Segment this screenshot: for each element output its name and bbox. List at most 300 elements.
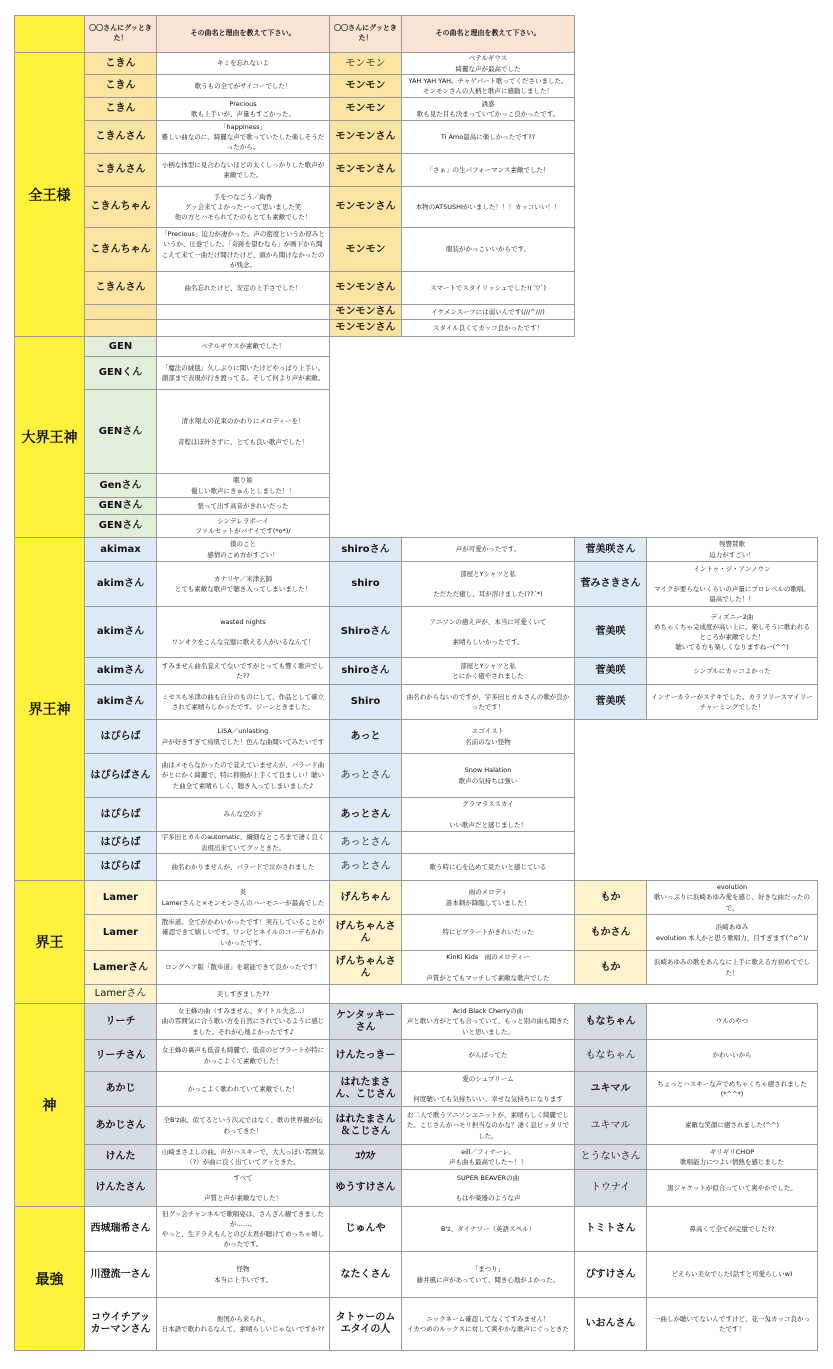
singer-name-text: ﾕｳｽｹ xyxy=(355,1151,376,1162)
song-comment-text: eill／フィナーレ。 声も曲も最高でした〜！！ xyxy=(449,1147,527,1166)
singer-name-text: こきん xyxy=(105,57,136,69)
song-comment-text: B'z、ダイナソー（英語スペル） xyxy=(441,1224,535,1233)
song-comment xyxy=(401,1144,575,1170)
singer-name-text: もなちゃん xyxy=(585,1049,636,1061)
singer-name xyxy=(329,97,402,121)
song-comment xyxy=(401,74,575,98)
singer-name-text: ユキマル xyxy=(590,1119,631,1131)
singer-name xyxy=(84,186,157,228)
singer-name xyxy=(329,120,402,154)
song-comment-text: すべて 声質と声が素敵なでした！ xyxy=(204,1173,282,1203)
song-comment-text: 女王蜂の裏声も低音も綺麗で、低音のビブラートが特にかっこよくて素敵でした！ xyxy=(161,1046,325,1065)
singer-name xyxy=(329,227,402,272)
song-comment-text: 僕のこと 感情のこめ方がすごい！ xyxy=(207,540,279,559)
song-comment-text: 張って出す高音がきれいだった xyxy=(197,501,289,510)
singer-name-text: 菅美咲さん xyxy=(585,543,636,555)
singer-name xyxy=(329,1144,402,1170)
song-comment-text: 「まつり」 藤井風に声があっていて、聞き心地がよかった。 xyxy=(416,1265,560,1284)
singer-name xyxy=(84,97,157,121)
song-comment xyxy=(646,914,818,951)
singer-name xyxy=(84,753,157,798)
singer-name xyxy=(84,1297,157,1351)
singer-name xyxy=(84,52,157,75)
song-comment xyxy=(156,271,330,305)
singer-name-text: shiro xyxy=(351,578,380,589)
song-comment xyxy=(156,753,330,798)
singer-name-text: げんちゃんさん xyxy=(335,955,396,979)
singer-name xyxy=(84,74,157,98)
song-comment xyxy=(156,1169,330,1207)
singer-name xyxy=(84,1003,157,1040)
singer-name xyxy=(84,1251,157,1298)
singer-name-text: 菅美咲 xyxy=(595,696,626,707)
singer-name-text: リーチ xyxy=(105,1015,136,1027)
song-comment xyxy=(156,719,330,754)
song-comment xyxy=(401,880,575,915)
singer-name-text: こきんちゃん xyxy=(90,201,151,212)
song-comment-text: 曲はメモらなかったので覚えていませんが、バラード曲がとにかく綺麗で、特に抑揚が上手くて良ましい！聴いた曲全て素晴らしく、聴き入ってしまいました♪ xyxy=(161,761,325,790)
song-comment xyxy=(401,797,575,832)
singer-name-text: こきんさん xyxy=(95,164,146,175)
song-comment xyxy=(401,914,575,951)
song-comment xyxy=(401,657,575,685)
song-comment-text: 残響賛歌 迫力がすごい！ xyxy=(709,540,755,559)
song-comment xyxy=(156,1003,330,1040)
singer-name xyxy=(84,153,157,187)
song-comment xyxy=(401,153,575,187)
song-comment xyxy=(156,1206,330,1252)
singer-name-text: GENさん xyxy=(98,425,143,437)
singer-name-text: はぴらば xyxy=(100,836,141,848)
song-comment xyxy=(646,684,818,720)
song-comment-text: 素敵な笑顔に癒されました(^^) xyxy=(685,1121,779,1130)
song-comment-text: 女王蜂の曲（すみません、タイトル失念…） 曲の雰囲気に合う歌い方を自然にされているように感じました。それが心地よかったです♪ xyxy=(161,1007,325,1036)
song-comment-text: 雨のメロディ 誰本刺が降臨していました！ xyxy=(445,888,531,907)
song-comment-text: 曲名わかりませんが、バラードで泣かされました xyxy=(171,862,315,871)
song-comment xyxy=(646,950,818,985)
song-comment-text: Acid Black Cherryの曲 声と歌い方がとても合っていて、もっと別の曲も聞きたいと思いました。 xyxy=(406,1007,570,1036)
song-comment xyxy=(156,657,330,685)
song-comment-text: どえらい美女でした(話すと可愛らしいw) xyxy=(671,1270,793,1279)
singer-name xyxy=(329,1297,402,1351)
singer-name-text: トミトさん xyxy=(585,1223,636,1234)
song-comment xyxy=(401,1106,575,1145)
song-comment-text: Precious 歌も上手いが、声量もすごかった。 xyxy=(191,99,295,118)
song-comment-text: 部屋とYシャツと私 とにかく癒やされました xyxy=(452,661,524,680)
singer-name-text: akimさん xyxy=(96,578,145,589)
singer-name-text: ぴすけさん xyxy=(585,1268,636,1280)
song-comment-text: 曲名忘れたけど、安定の上手さでした！ xyxy=(184,283,302,292)
song-comment-text: すみません曲名覚えてないですがとっても響く歌声でした?? xyxy=(161,661,325,680)
singer-name xyxy=(574,1071,647,1107)
song-comment xyxy=(401,1003,575,1040)
song-comment-text: 眠り姫 優しい歌声にきゅんとしました！！ xyxy=(191,476,295,495)
singer-name xyxy=(84,514,157,538)
singer-name xyxy=(84,1169,157,1207)
singer-name-text: shiroさん xyxy=(341,665,390,676)
song-comment-text: ニックネーム確認してなくてすみません！ イカつめのルックスに対して爽やかな歌声にぐっときた xyxy=(406,1314,570,1333)
song-comment-text: イントゥ・ジ・アンノウン マイクが要らないくらいの声量にプロレベルの歌唱。最高でした！！ xyxy=(654,564,810,604)
singer-name-text: GENくん xyxy=(98,367,143,378)
song-comment-text: ギリギリCHOP 歌唱能力につよい情熱を感じました xyxy=(680,1147,784,1166)
song-comment-text: 浜崎あゆみ evolution 本人かと思う歌唱力、目すぎます(^o^)/ xyxy=(656,923,808,942)
song-comment-text: 「Precious」迫力が凄かった。声の密度というか厚みというか、圧巻でした。「奇跡を望むなら」が画下から聞こえて来て一曲だけ聞けたけど、頭から聞けなかったのが残念。 xyxy=(161,230,325,269)
song-comment xyxy=(401,684,575,720)
group-label-text: 界王神 xyxy=(28,702,71,718)
song-comment-text: アニソンの癒え声が、本当に可愛くいて 素晴らしいかったです。 xyxy=(429,617,547,647)
song-comment xyxy=(156,497,330,515)
singer-name-text: モンモンさん xyxy=(335,306,396,317)
singer-name xyxy=(84,473,157,498)
song-comment-text: 「さぁ」の生パフォーマンス素敵でした！ xyxy=(426,165,550,174)
singer-name-text: はぴらば xyxy=(100,730,141,742)
song-comment xyxy=(156,914,330,951)
singer-name xyxy=(574,657,647,685)
singer-name xyxy=(574,880,647,915)
singer-name xyxy=(84,1144,157,1170)
header-cell-2 xyxy=(329,15,402,53)
song-comment xyxy=(156,1297,330,1351)
song-comment-text: LiSA／unlasting 声が好きすぎて鳥肌でした！色んな曲聞いてみたいです xyxy=(161,727,325,746)
song-comment xyxy=(156,97,330,121)
song-comment-text: インナーカラーがステキでした。カラフリースマイリーチャーミングでした！ xyxy=(651,692,813,711)
singer-name-text: shiroさん xyxy=(341,543,390,555)
singer-name-text: こきんちゃん xyxy=(90,243,151,255)
song-comment-text: がんばってた xyxy=(468,1051,508,1060)
song-comment xyxy=(646,1106,818,1145)
singer-name xyxy=(329,753,402,798)
singer-name-text: げんちゃん xyxy=(340,891,391,903)
song-comment xyxy=(401,753,575,798)
song-comment xyxy=(401,120,575,154)
song-comment xyxy=(156,74,330,98)
singer-name xyxy=(574,1003,647,1040)
singer-name xyxy=(329,853,402,881)
song-comment xyxy=(156,1251,330,1298)
singer-name-text: こきんさん xyxy=(95,282,146,293)
song-comment xyxy=(646,537,818,562)
song-comment xyxy=(646,1003,818,1040)
song-comment xyxy=(156,120,330,154)
song-comment xyxy=(401,271,575,305)
song-comment xyxy=(156,336,330,357)
singer-name xyxy=(84,684,157,720)
singer-name-text: リーチさん xyxy=(95,1049,146,1061)
song-comment-text: 他国から来られ、 日本語で歌われるなんて、素晴らしいじゃないですか?? xyxy=(161,1314,325,1333)
singer-name-text: モンモンさん xyxy=(335,322,396,333)
singer-name-text: はぴらば xyxy=(100,808,141,820)
group-label xyxy=(14,537,85,881)
singer-name xyxy=(84,389,157,474)
group-label-text: 神 xyxy=(42,1098,57,1114)
group-label xyxy=(14,880,85,1004)
song-comment-text: ちょっとハスキーな声でめちゃくちゃ癒されました(*^^*) xyxy=(657,1079,807,1098)
singer-name-text: こきんさん xyxy=(95,131,146,142)
song-comment xyxy=(156,950,330,985)
song-comment xyxy=(646,1039,818,1072)
singer-name-text: モンモン xyxy=(345,57,386,69)
singer-name-text: じゅんや xyxy=(345,1223,386,1234)
singer-name-text: あっと xyxy=(350,730,381,742)
song-comment xyxy=(401,52,575,75)
song-comment xyxy=(156,561,330,607)
singer-name xyxy=(329,831,402,854)
song-comment-text: かっこよく歌われていて素敵でした！ xyxy=(187,1084,299,1093)
singer-name-text: もかさん xyxy=(590,926,631,938)
singer-name xyxy=(574,1297,647,1351)
singer-name xyxy=(84,537,157,562)
singer-name-text: はれたまさん＆こじさん xyxy=(335,1113,396,1137)
song-comment xyxy=(401,186,575,228)
group-label xyxy=(14,1003,85,1207)
singer-name xyxy=(329,1251,402,1298)
song-comment-text: 愛のシュプリーム 何度聴いても気持ちいい、幸せな気持ちになります xyxy=(413,1074,563,1104)
singer-name xyxy=(84,304,157,320)
singer-name xyxy=(329,1003,402,1040)
song-comment xyxy=(401,1039,575,1072)
song-comment-text: ベテルギウス 綺麗な声が最高でした xyxy=(455,54,521,73)
song-comment xyxy=(646,657,818,685)
singer-name-text: はぴらば xyxy=(100,861,141,872)
singer-name xyxy=(84,227,157,272)
singer-name-text: モンモン xyxy=(345,80,386,91)
song-comment-text: ロングヘア版「散歩道」を堪能できて良かったです！ xyxy=(165,963,321,972)
song-comment-text: スタイル良くてカッコ良かったです！ xyxy=(432,323,544,332)
singer-name xyxy=(574,1169,647,1207)
song-comment xyxy=(156,356,330,390)
song-comment-text: カナリヤ／米津玄師 とても素敵な歌声で聴き入ってしまいました！ xyxy=(174,574,312,593)
singer-name xyxy=(84,853,157,881)
singer-name-text: モンモンさん xyxy=(335,164,396,175)
song-comment xyxy=(646,1251,818,1298)
header-cell-0 xyxy=(84,15,157,53)
group-label-text: 全王様 xyxy=(28,187,71,204)
song-comment xyxy=(401,304,575,320)
song-comment-text: 服装がかっこいいからです。 xyxy=(446,245,530,254)
singer-name xyxy=(574,1144,647,1170)
header-cell-2-text: 〇〇さんにグッときた！ xyxy=(334,24,397,42)
song-comment-text: 声が可愛かったです。 xyxy=(455,545,521,554)
singer-name xyxy=(84,561,157,607)
song-comment xyxy=(401,1071,575,1107)
song-comment xyxy=(646,1071,818,1107)
singer-name xyxy=(84,797,157,832)
singer-name-text: こきん xyxy=(105,103,136,114)
header-cell-1 xyxy=(156,15,330,53)
song-comment-text: 本物のATSUSHIがいました！！！カッコいい！！ xyxy=(415,202,561,211)
song-comment xyxy=(156,684,330,720)
song-comment-text: 「happiness」 難しい曲なのに、綺麗な声で歌っていたした楽しそうだったから。 xyxy=(161,122,325,152)
song-comment xyxy=(401,950,575,985)
song-comment-text: 曲名わからないのですが、宇多田ヒカルさんの歌が良かったです！ xyxy=(406,692,570,711)
song-comment xyxy=(156,853,330,881)
song-comment xyxy=(156,1144,330,1170)
singer-name-text: モンモン xyxy=(345,103,386,114)
header-cell-3-text: その曲名と理由を教えて下さい。 xyxy=(435,29,541,38)
singer-name-text: モンモン xyxy=(345,243,386,255)
singer-name-text: Shiro xyxy=(350,696,381,707)
singer-name xyxy=(329,186,402,228)
song-comment-text: シンプルにカッコよかった xyxy=(693,666,771,675)
singer-name-text: 西城瑞希さん xyxy=(90,1223,151,1234)
song-comment-text: evolution 歌いっぷりに浜崎あゆみ愛を感じ、好きな曲だったので。 xyxy=(654,883,810,912)
singer-name-text: GENさん xyxy=(98,520,143,531)
song-comment-text: 「魔法の絨毯」久しぶりに聞いたけどやっぱり上手い。顔部まで表現が行き渡ってる。そして何より声が素敵。 xyxy=(161,363,325,382)
song-comment-text: Snow Halation 歌声の気持ちは強い xyxy=(458,766,518,785)
song-comment-text: エゴイスト 名前のない怪物 xyxy=(465,727,511,746)
song-comment-text: 浜崎あゆみの歌をあんなに上手に歌える方初めてでした！ xyxy=(654,958,810,977)
singer-name xyxy=(574,1106,647,1145)
singer-name-text: あっとさん xyxy=(340,836,391,848)
song-comment-text: ウルのやつ xyxy=(715,1017,749,1026)
singer-name xyxy=(574,561,647,607)
singer-name-text: Genさん xyxy=(99,479,142,491)
singer-name xyxy=(329,719,402,754)
singer-name xyxy=(329,304,402,320)
singer-name-text: コウイチアッカーマンさん xyxy=(90,1312,151,1335)
song-comment xyxy=(156,606,330,658)
singer-name xyxy=(84,356,157,390)
song-comment-text: 旧グッ会チャンネルで歌唱姿は、さんざん観てきましたが……。 やっと、生ドラえもんとのび太君が聴けてめっちゃ嬉しかったです。 xyxy=(161,1209,325,1249)
song-comment-text: 山崎まさよしの曲。声がハスキーで、大人っぽい雰囲気（?）が曲に良く出ていてグッときた。 xyxy=(161,1147,325,1166)
song-comment xyxy=(156,537,330,562)
singer-name-text: モンモンさん xyxy=(335,282,396,293)
singer-name xyxy=(84,950,157,985)
singer-name-text: Lamer xyxy=(102,926,139,938)
header-cell-1-text: その曲名と理由を教えて下さい。 xyxy=(190,29,296,38)
song-comment-text: 美しすぎました?? xyxy=(216,989,270,998)
song-comment xyxy=(401,227,575,272)
singer-name xyxy=(84,1071,157,1107)
singer-name xyxy=(84,336,157,357)
song-comment xyxy=(401,561,575,607)
singer-name-text: あっとさん xyxy=(340,861,391,872)
singer-name-text: GENさん xyxy=(98,500,143,511)
song-comment-text: シンデレラボーイ ファルセットがバナイです(*o*)/ xyxy=(195,516,291,535)
singer-name-text: 菅美咲 xyxy=(595,626,626,637)
song-comment xyxy=(646,1206,818,1252)
singer-name xyxy=(329,52,402,75)
singer-name-text: こきん xyxy=(105,80,136,91)
singer-name-text: けんたさん xyxy=(95,1182,146,1193)
singer-name-text: トウナイ xyxy=(590,1182,631,1193)
singer-name xyxy=(574,684,647,720)
song-comment xyxy=(156,880,330,915)
singer-name-text: はぴらばさん xyxy=(90,769,151,781)
singer-name-text: いおんさん xyxy=(585,1318,636,1329)
song-comment xyxy=(401,97,575,121)
singer-name-text: けんた xyxy=(105,1151,136,1162)
singer-name-text: Shiroさん xyxy=(340,626,391,637)
singer-name xyxy=(329,950,402,985)
song-comment-text: 全B'z曲。似てるという次元ではなく、歌の世界観が伝わってきた！ xyxy=(163,1116,323,1135)
song-comment xyxy=(401,853,575,881)
singer-name-text: Lamer xyxy=(102,891,139,903)
song-comment xyxy=(156,831,330,854)
song-comment-text: 歌う時に心を込めて見たいと感じている xyxy=(429,862,547,871)
song-comment-text: キミを忘れないよ xyxy=(217,59,269,68)
singer-name-text: もなちゃん xyxy=(585,1015,636,1027)
singer-name-text: akimax xyxy=(100,543,141,555)
singer-name xyxy=(329,153,402,187)
song-comment-text: 一曲しか聴いてないんですけど、花一匁カッコ良かったです！ xyxy=(654,1314,810,1333)
singer-name xyxy=(329,1106,402,1145)
singer-name-text: ケンタッキーさん xyxy=(335,1009,396,1033)
song-comment-text: 特にビブラートがきれいだった xyxy=(442,928,534,937)
song-comment-text: YAH YAH YAH。チャゲパート歌ってくださいました。モンモンさんの人柄と歌声に感動しました！ xyxy=(408,76,568,95)
singer-name xyxy=(84,657,157,685)
singer-name xyxy=(329,606,402,658)
singer-name xyxy=(329,561,402,607)
song-comment xyxy=(156,1106,330,1145)
song-comment-text: 小柄な体型に見合わないほどの太くしっかりした歌声が素敵でした。 xyxy=(161,160,325,179)
group-label xyxy=(14,52,85,337)
song-comment-text: 鼻高くて全てが完璧でした?? xyxy=(689,1224,775,1233)
song-comment xyxy=(646,1297,818,1351)
song-comment xyxy=(156,473,330,498)
song-comment xyxy=(156,186,330,228)
song-comment-text: SUPER BEAVERの曲 もはや楽器のような声 xyxy=(455,1173,521,1203)
singer-name xyxy=(84,271,157,305)
song-comment-text: かわいいから xyxy=(712,1051,752,1060)
singer-name-text: もか xyxy=(600,961,621,973)
singer-name xyxy=(84,1206,157,1252)
header-cell-0-text: 〇〇さんにグッときた！ xyxy=(89,24,152,42)
song-comment-text: ベテルギウスが素敵でした！ xyxy=(201,342,285,351)
song-comment xyxy=(401,719,575,754)
singer-name xyxy=(574,950,647,985)
singer-name xyxy=(329,684,402,720)
song-comment xyxy=(156,389,330,474)
singer-name xyxy=(574,606,647,658)
singer-name xyxy=(574,1039,647,1072)
song-comment xyxy=(156,153,330,187)
singer-name xyxy=(329,657,402,685)
singer-name xyxy=(329,914,402,951)
singer-name xyxy=(84,984,157,1004)
singer-name xyxy=(84,120,157,154)
singer-name xyxy=(329,537,402,562)
singer-name xyxy=(84,1039,157,1072)
singer-name-text: akimさん xyxy=(96,696,145,707)
singer-name-text: Lamerさん xyxy=(94,988,147,999)
song-comment-text: 歌うもの全てがサイコーでした！ xyxy=(194,81,292,90)
singer-name-text: けんたっきー xyxy=(335,1049,396,1061)
singer-name xyxy=(329,1169,402,1207)
singer-name-text: モンモンさん xyxy=(335,131,396,142)
singer-name-text: もか xyxy=(600,891,621,903)
singer-name-text: akimさん xyxy=(96,626,145,637)
song-comment-text: 怪物 本当に上手いです。 xyxy=(214,1265,272,1284)
song-comment-text: 手をつなごう／絢香 グッ会来てよかったーって思いました笑 他の方とハモられてたのもとても素敵でした！ xyxy=(174,192,312,222)
singer-name-text: モンモンさん xyxy=(335,201,396,212)
singer-name xyxy=(329,74,402,98)
song-comment xyxy=(156,319,330,337)
singer-name-text: はれたまさん、こじさん xyxy=(335,1077,396,1100)
singer-name-text: あっとさん xyxy=(340,769,391,781)
song-comment xyxy=(401,1297,575,1351)
singer-name-text: 菅みさきさん xyxy=(580,578,641,589)
singer-name xyxy=(329,1039,402,1072)
group-label xyxy=(14,1206,85,1351)
song-comment-text: 部屋とYシャツと私 ただただ癒し、耳が溶けました(??´*) xyxy=(433,569,543,599)
song-comment-text: Ti Amo最高に楽しかったです?? xyxy=(440,132,536,141)
song-comment-text: 炎 Lamerさんと×モンモンさんのハーモニーが最高でした xyxy=(161,888,325,907)
singer-name-text: ユキマル xyxy=(590,1083,631,1094)
song-comment xyxy=(646,1144,818,1170)
singer-name xyxy=(329,1206,402,1252)
song-comment xyxy=(156,304,330,320)
